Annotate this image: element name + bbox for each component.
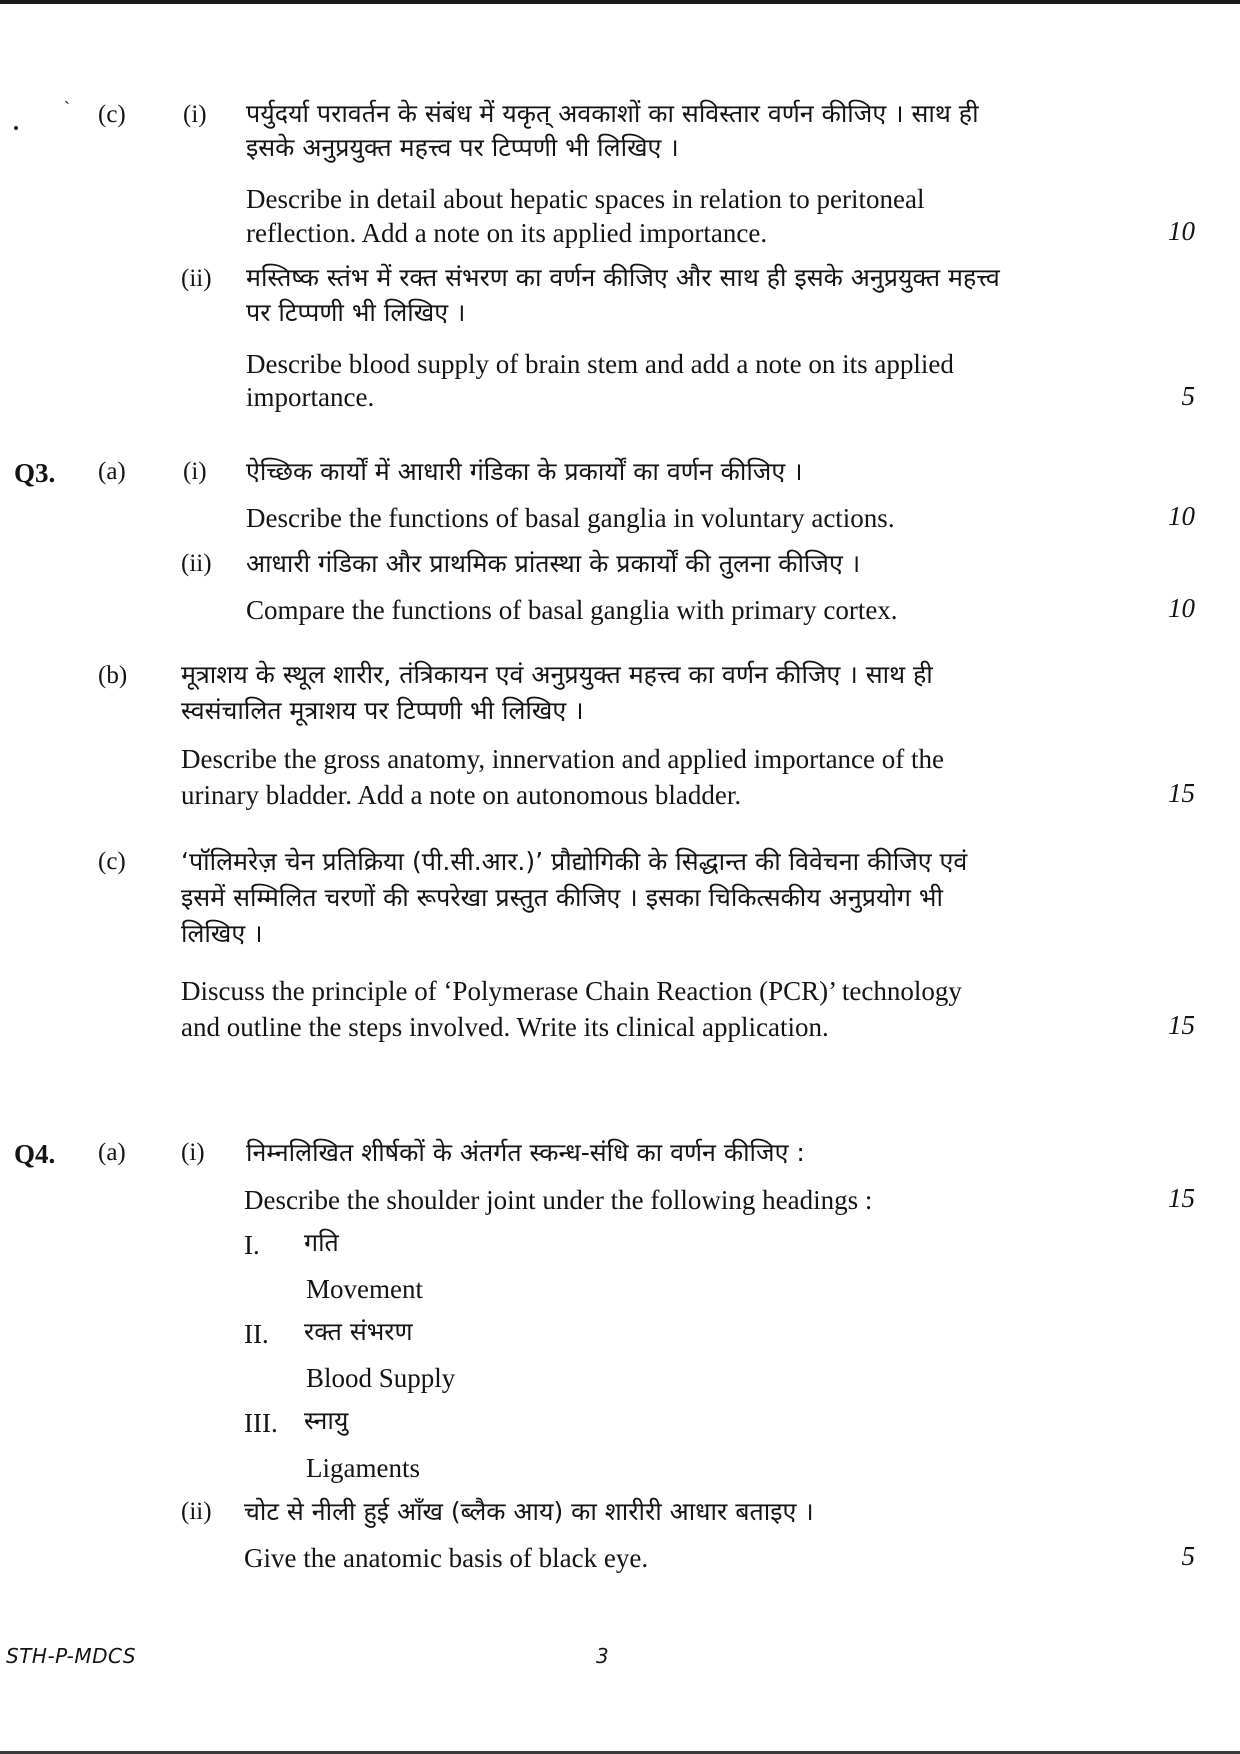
hindi-text: आधारी गंडिका और प्राथमिक प्रांतस्था के प्रकार्यों की तुलना कीजिए ।: [246, 549, 861, 578]
part-label: (c): [98, 848, 126, 875]
english-text: Movement: [306, 1274, 423, 1304]
english-text: Describe in detail about hepatic spaces in relation to peritoneal: [246, 184, 925, 214]
heading-numeral: II.: [244, 1319, 269, 1349]
subpart-label: (ii): [181, 265, 212, 292]
scan-speck: `: [64, 98, 70, 118]
hindi-text: इसके अनुप्रयुक्त महत्त्व पर टिप्पणी भी लिखिए ।: [246, 133, 679, 162]
english-text: Give the anatomic basis of black eye.: [244, 1543, 649, 1573]
marks: 5: [1181, 381, 1195, 411]
marks: 15: [1168, 1183, 1195, 1213]
hindi-text: ऐच्छिक कार्यों में आधारी गंडिका के प्रकार्यों का वर्णन कीजिए ।: [246, 457, 803, 486]
subpart-label: (i): [181, 1139, 205, 1166]
subpart-label: (i): [183, 101, 207, 128]
marks: 15: [1168, 778, 1195, 808]
hindi-text: गति: [304, 1228, 339, 1257]
english-text: Describe blood supply of brain stem and add a note on its applied: [246, 349, 954, 379]
english-text: Compare the functions of basal ganglia with primary cortex.: [246, 595, 898, 625]
question-number: Q4.: [14, 1139, 56, 1169]
hindi-text: ‘पॉलिमरेज़ चेन प्रतिक्रिया (पी.सी.आर.)’ प्रौद्योगिकी के सिद्धान्त की विवेचना कीजिए एवं: [181, 847, 968, 876]
page-number: 3: [596, 1644, 609, 1668]
part-label: (b): [98, 662, 128, 689]
part-label: (a): [98, 1139, 126, 1166]
english-text: Discuss the principle of ‘Polymerase Chain Reaction (PCR)’ technology: [181, 976, 962, 1006]
heading-numeral: III.: [244, 1408, 278, 1438]
english-text: Ligaments: [306, 1453, 420, 1483]
hindi-text: निम्नलिखित शीर्षकों के अंतर्गत स्कन्ध-संधि का वर्णन कीजिए :: [246, 1138, 805, 1167]
hindi-text: स्नायु: [304, 1406, 349, 1435]
hindi-text: इसमें सम्मिलित चरणों की रूपरेखा प्रस्तुत कीजिए । इसका चिकित्सकीय अनुप्रयोग भी: [181, 883, 943, 912]
hindi-text: मूत्राशय के स्थूल शारीर, तंत्रिकायन एवं अनुप्रयुक्त महत्त्व का वर्णन कीजिए । साथ ही: [181, 660, 933, 689]
english-text: reflection. Add a note on its applied importance.: [246, 218, 768, 248]
english-text: and outline the steps involved. Write its clinical application.: [181, 1012, 829, 1042]
part-label: (a): [98, 458, 126, 485]
hindi-text: मस्तिष्क स्तंभ में रक्त संभरण का वर्णन कीजिए और साथ ही इसके अनुप्रयुक्त महत्त्व: [246, 263, 1000, 292]
english-text: importance.: [246, 382, 375, 412]
subpart-label: (i): [183, 458, 207, 485]
marks: 10: [1168, 216, 1195, 246]
english-text: urinary bladder. Add a note on autonomous bladder.: [181, 780, 742, 810]
scan-speck: [14, 126, 18, 130]
scan-top-edge: [0, 0, 1240, 4]
question-number: Q3.: [14, 458, 56, 488]
hindi-text: पर टिप्पणी भी लिखिए ।: [246, 298, 466, 327]
english-text: Describe the gross anatomy, innervation and applied importance of the: [181, 744, 945, 774]
subpart-label: (ii): [181, 550, 212, 577]
english-text: Describe the functions of basal ganglia in voluntary actions.: [246, 503, 895, 533]
hindi-text: रक्त संभरण: [304, 1317, 413, 1346]
english-text: Describe the shoulder joint under the following headings :: [244, 1185, 873, 1215]
hindi-text: स्वसंचालित मूत्राशय पर टिप्पणी भी लिखिए ।: [181, 696, 584, 725]
marks: 5: [1181, 1541, 1195, 1571]
english-text: Blood Supply: [306, 1363, 456, 1393]
hindi-text: लिखिए ।: [181, 919, 263, 948]
heading-numeral: I.: [244, 1230, 260, 1260]
part-label: (c): [98, 101, 126, 128]
marks: 10: [1168, 593, 1195, 623]
hindi-text: पर्युदर्या परावर्तन के संबंध में यकृत् अवकाशों का सविस्तार वर्णन कीजिए । साथ ही: [246, 99, 979, 128]
marks: 15: [1168, 1010, 1195, 1040]
subpart-label: (ii): [181, 1498, 212, 1525]
hindi-text: चोट से नीली हुई आँख (ब्लैक आय) का शारीरी आधार बताइए ।: [244, 1497, 814, 1526]
marks: 10: [1168, 501, 1195, 531]
paper-code: STH-P-MDCS: [6, 1644, 137, 1668]
